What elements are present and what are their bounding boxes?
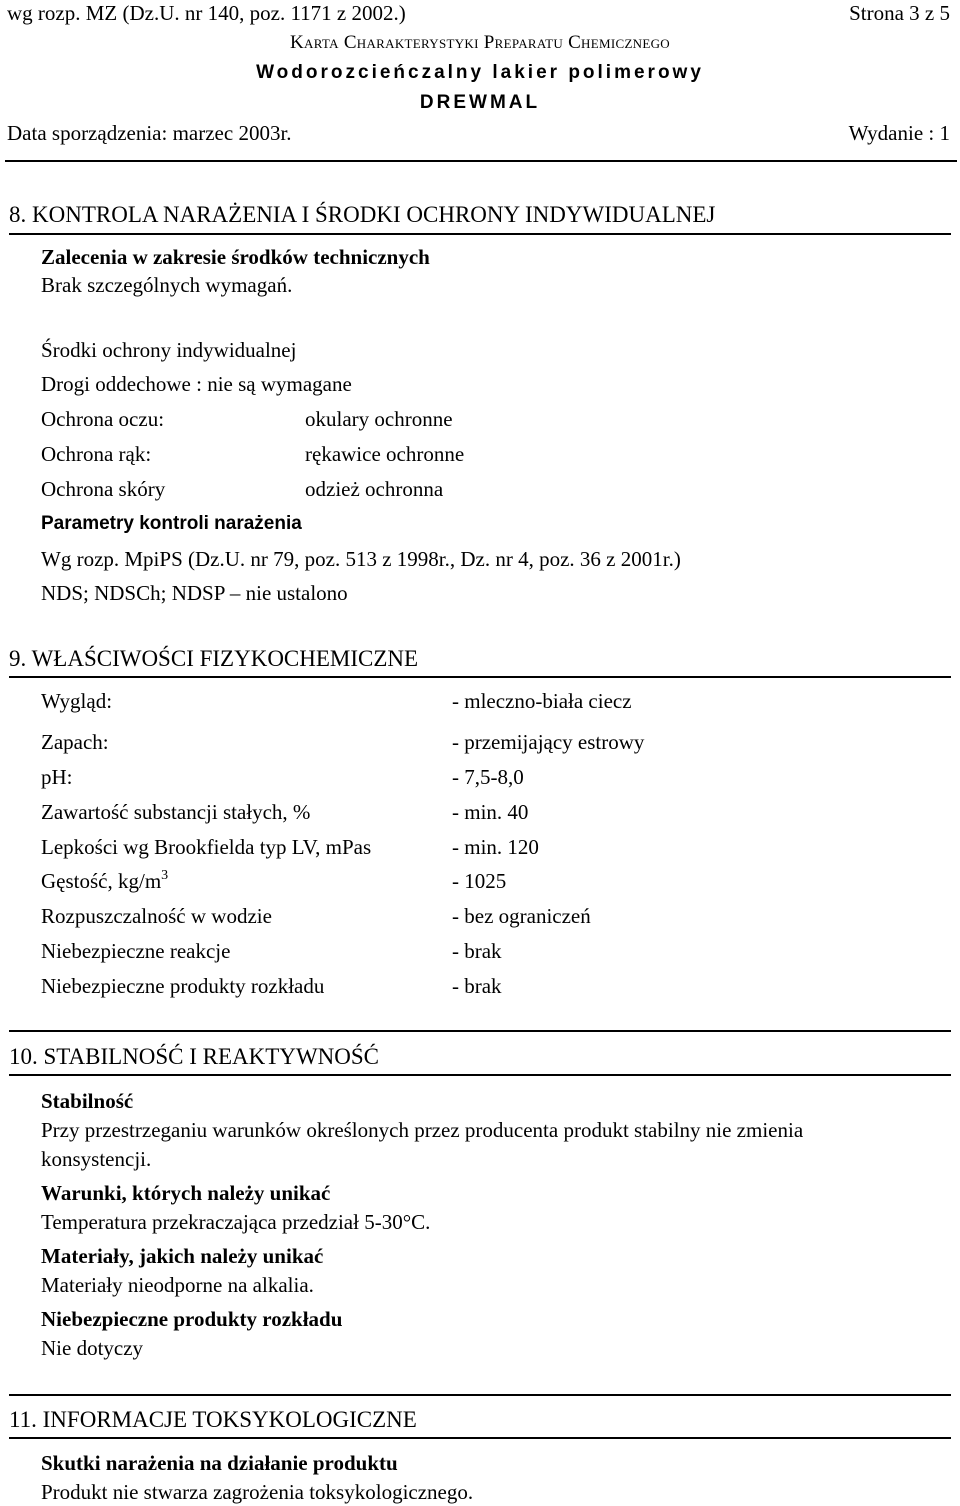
header-bottom-row [7,123,950,144]
property-label: Zawartość substancji stałych, % [41,800,311,824]
product-line: Wodorozcieńczalny lakier polimerowy [256,62,704,83]
density-unit-exponent: 3 [161,868,169,883]
page-number: Strona 3 z 5 [849,1,950,25]
property-label: Lepkości wg Brookfielda typ LV, mPas [41,835,372,859]
header-top-row [7,3,950,24]
section-11-overline [9,1394,951,1396]
personal-protection-heading: Środki ochrony indywidualnej [41,338,297,362]
regulation-reference: wg rozp. MZ (Dz.U. nr 140, poz. 1171 z 2002.) [7,1,406,25]
skin-protection-value: odzież ochronna [305,477,444,501]
edition: Wydanie : 1 [848,121,950,145]
property-value: - bez ograniczeń [452,904,591,928]
preparation-date: Data sporządzenia: marzec 2003r. [7,121,292,145]
card-title: Karta Charakterystyki Preparatu Chemicznego [290,32,670,53]
stability-text-line-2: konsystencji. [41,1147,152,1171]
property-value: - mleczno-biała ciecz [452,689,632,713]
property-value: - min. 40 [452,800,529,824]
property-label: Niebezpieczne produkty rozkładu [41,974,325,998]
exposure-params-values: NDS; NDSCh; NDSP – nie ustalono [41,581,348,605]
eye-protection-label: Ochrona oczu: [41,407,165,431]
property-label: Zapach: [41,730,109,754]
eye-protection-value: okulary ochronne [305,407,453,431]
section-11-title: 11. INFORMACJE TOKSYKOLOGICZNE [9,1407,417,1432]
respiratory-protection: Drogi oddechowe : nie są wymagane [41,372,352,396]
conditions-to-avoid-heading: Warunki, których należy unikać [41,1181,331,1205]
property-value: - 1025 [452,869,507,893]
decomposition-products-text: Nie dotyczy [41,1336,144,1360]
materials-to-avoid-text: Materiały nieodporne na alkalia. [41,1273,314,1297]
property-value: - przemijający estrowy [452,730,645,754]
section-9-underline [9,676,951,678]
skin-protection-label: Ochrona skóry [41,477,166,501]
section-10-underline [9,1074,951,1076]
section-10-title: 10. STABILNOŚĆ I REAKTYWNOŚĆ [9,1044,379,1069]
stability-text-line-1: Przy przestrzeganiu warunków określonych przez producenta produkt stabilny nie zmienia [41,1118,804,1142]
exposure-params-heading: Parametry kontroli narażenia [41,513,302,534]
header-divider [5,160,957,162]
property-label: Wygląd: [41,689,113,713]
stability-heading: Stabilność [41,1089,134,1113]
property-label: pH: [41,765,73,789]
section-9-title: 9. WŁAŚCIWOŚCI FIZYKOCHEMICZNE [9,646,419,671]
property-value: - brak [452,939,502,963]
exposure-params-regulation: Wg rozp. MpiPS (Dz.U. nr 79, poz. 513 z 1998r., Dz. nr 4, poz. 36 z 2001r.) [41,547,681,571]
section-11-underline [9,1437,951,1439]
property-label: Rozpuszczalność w wodzie [41,904,272,928]
tech-measures-text: Brak szczególnych wymagań. [41,273,293,297]
hand-protection-label: Ochrona rąk: [41,442,152,466]
conditions-to-avoid-text: Temperatura przekraczająca przedział 5-30°C. [41,1210,431,1234]
section-8-underline [9,233,951,235]
exposure-effects-heading: Skutki narażenia na działanie produktu [41,1451,398,1475]
property-value: - brak [452,974,502,998]
decomposition-products-heading: Niebezpieczne produkty rozkładu [41,1307,343,1331]
materials-to-avoid-heading: Materiały, jakich należy unikać [41,1244,324,1268]
property-value: - 7,5-8,0 [452,765,524,789]
property-label-density [41,868,169,893]
tech-measures-heading [41,247,430,268]
hand-protection-value: rękawice ochronne [305,442,465,466]
tech-measures-heading-text: Zalecenia w zakresie środków technicznych [41,245,430,269]
section-8-title: 8. KONTROLA NARAŻENIA I ŚRODKI OCHRONY INDYWIDUALNEJ [9,202,716,227]
property-label: Niebezpieczne reakcje [41,939,231,963]
section-10-overline [9,1030,951,1032]
exposure-effects-text: Produkt nie stwarza zagrożenia toksykologicznego. [41,1480,474,1504]
product-name: DREWMAL [419,92,541,113]
property-value: - min. 120 [452,835,539,859]
density-label-text: Gęstość, kg/m [41,869,162,893]
